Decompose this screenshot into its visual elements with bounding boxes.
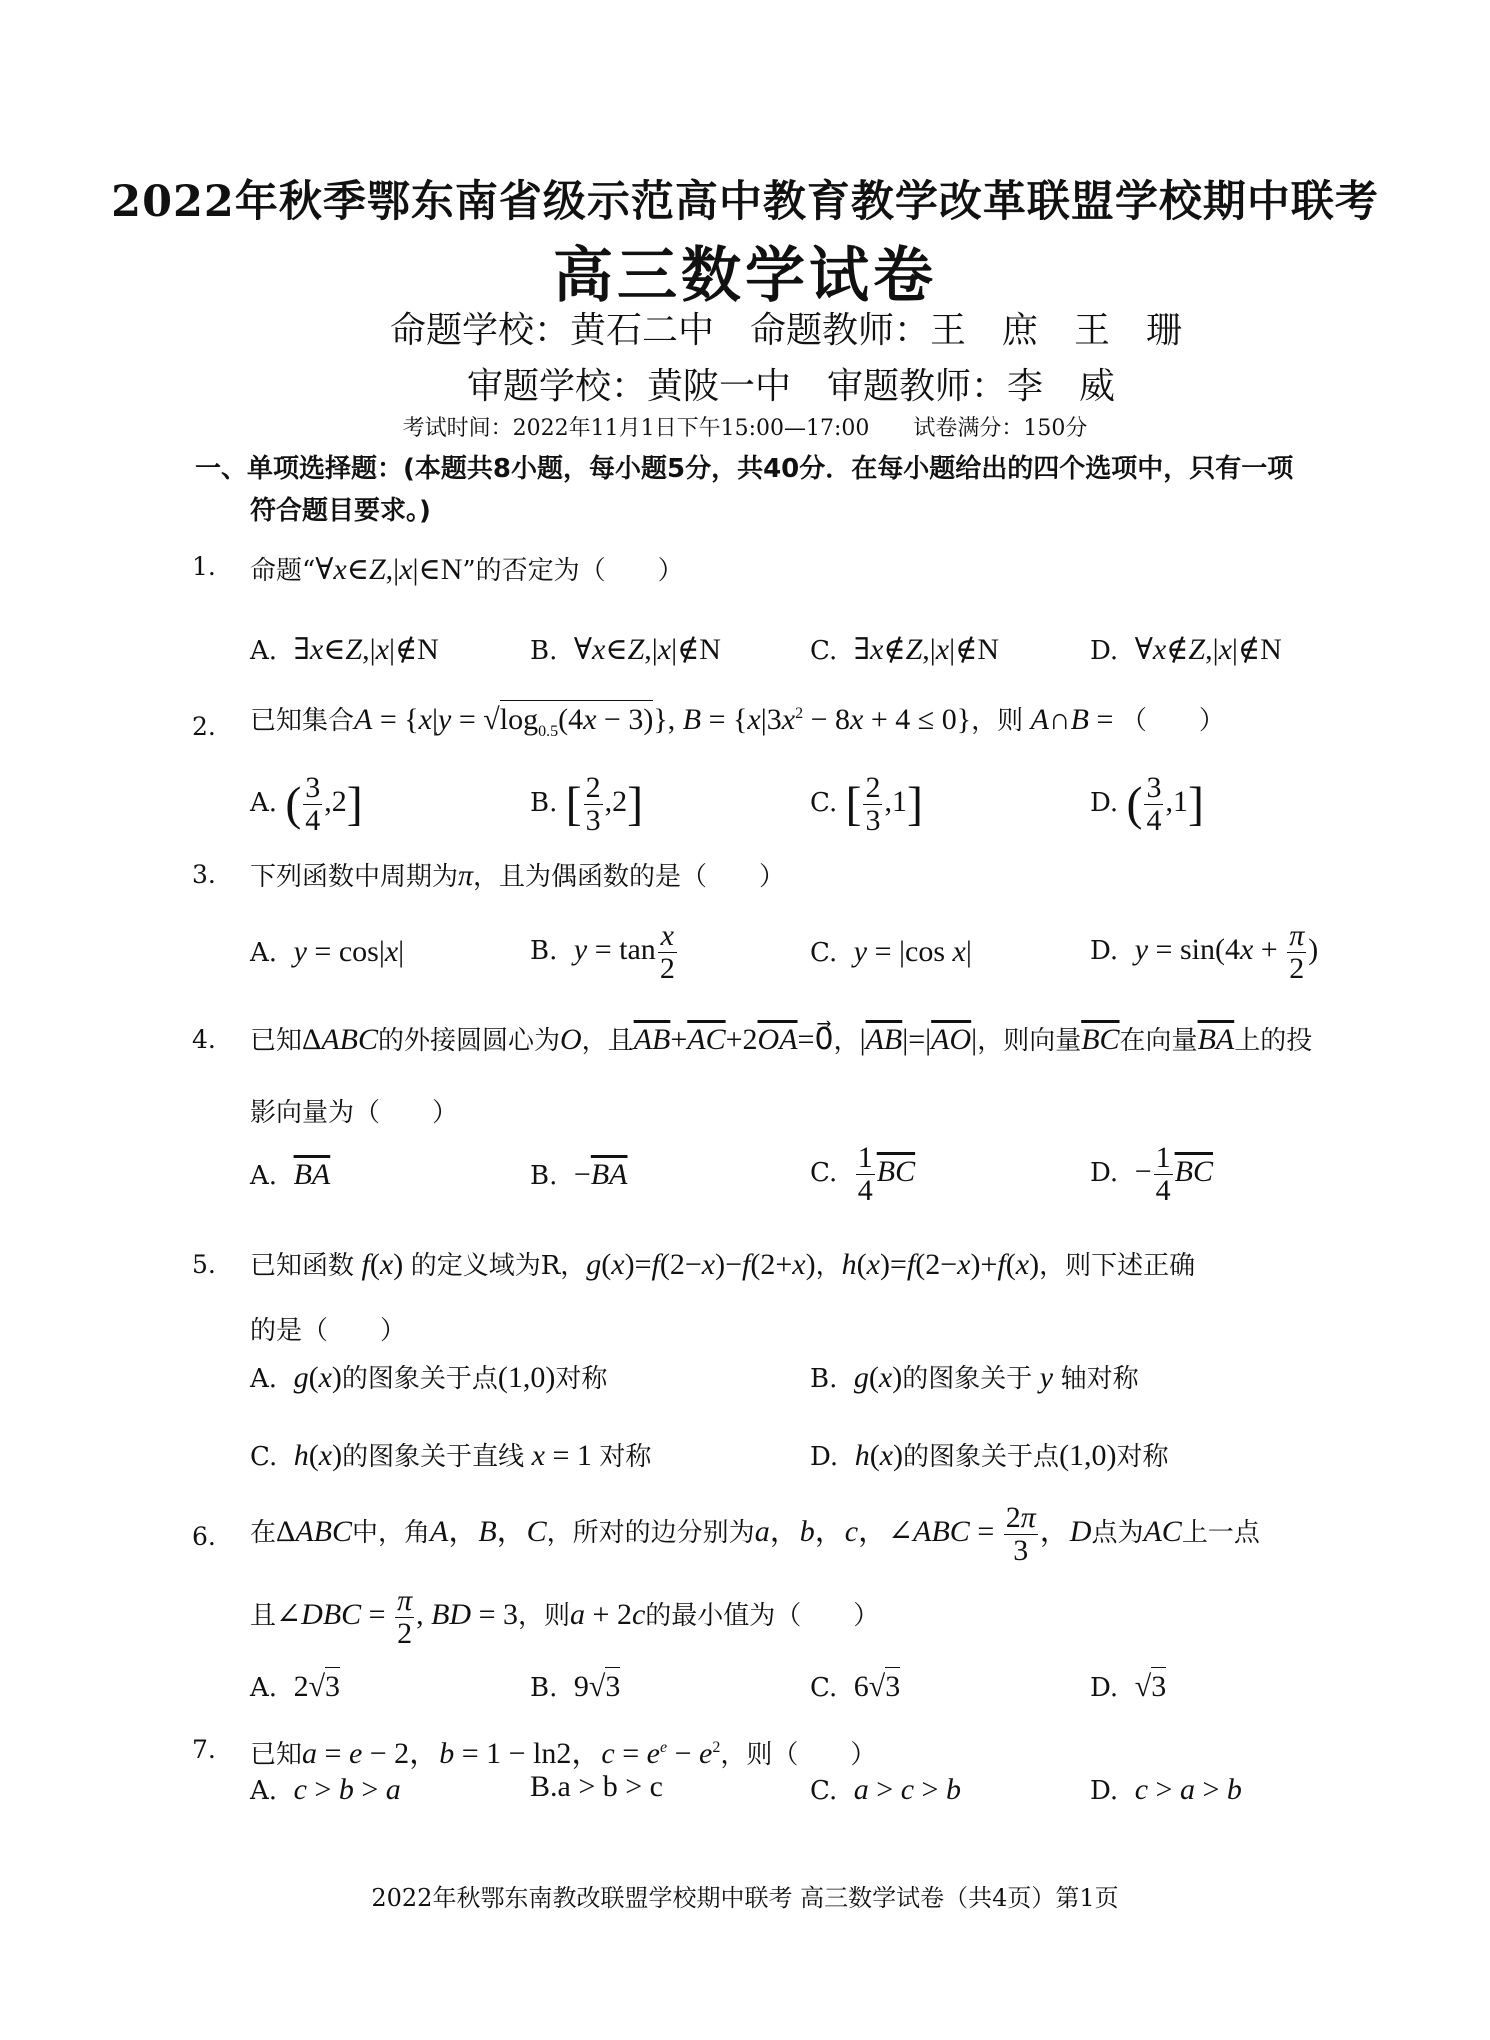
section-title-cont: 符合题目要求。) bbox=[250, 496, 431, 526]
question-number: 6. bbox=[192, 1522, 216, 1551]
option-c: C. ∃x∉Z,|x|∉N bbox=[810, 633, 1000, 666]
section-title: 一、单项选择题：(本题共8小题，每小题5分，共40分．在每小题给出的四个选项中，只有一项 bbox=[195, 454, 1294, 484]
option-b: B. [ $\frac{2}{3}$ ,2] bbox=[530, 771, 644, 837]
option-b: B. $-\overline{BA}$ bbox=[530, 1158, 628, 1191]
exam-info: 考试时间：2022年11月1日下午15:00—17:00 试卷满分：150分 bbox=[402, 416, 1088, 441]
proposer-line: 命题学校：黄石二中 命题教师：王 庶 王 珊 bbox=[390, 310, 1183, 351]
option-d: D. y = sin(4x + $\frac{\pi}{2}$ ) bbox=[1090, 919, 1319, 985]
question-number: 7. bbox=[192, 1735, 216, 1764]
option-d: D. − $\frac{1}{4}$ $\overline{BC}$ bbox=[1090, 1141, 1213, 1207]
question-stem: 在ΔABC中，角A，B，C，所对的边分别为a，b，c，∠ABC = $\frac{2\pi}{3}$ ，D点为AC上一点 bbox=[250, 1501, 1260, 1567]
question-stem-cont: 影向量为（ ） bbox=[250, 1098, 459, 1128]
reviewer-line: 审题学校：黄陂一中 审题教师：李 威 bbox=[467, 366, 1116, 407]
option-a: A. g(x)的图象关于点(1,0)对称 bbox=[250, 1361, 608, 1394]
exam-subtitle: 高三数学试卷 bbox=[553, 241, 937, 311]
question-number: 5. bbox=[192, 1250, 216, 1279]
question-number: 3. bbox=[192, 860, 216, 889]
option-b: B. y = tan $\frac{x}{2}$ bbox=[530, 919, 675, 985]
question-number: 1. bbox=[192, 552, 216, 581]
option-c: C. h(x)的图象关于直线 x = 1 对称 bbox=[250, 1439, 652, 1472]
exam-title: 2022年秋季鄂东南省级示范高中教育教学改革联盟学校期中联考 bbox=[111, 177, 1379, 227]
option-c: C. $\frac{1}{4}$ $\overline{BC}$ bbox=[810, 1141, 916, 1207]
question-number: 4. bbox=[192, 1025, 216, 1054]
question-stem: 已知函数 f(x) 的定义域为R，g(x)=f(2−x)−f(2+x)，h(x)=f(2−x)+f(x)，则下述正确 bbox=[250, 1248, 1196, 1281]
option-d: D. ( $\frac{3}{4}$ ,1] bbox=[1090, 771, 1204, 837]
question-stem: 已知ΔABC的外接圆圆心为O，且$\overline{AB}+\overline{AC}+2\overline{OA}=0⃗$，$|\overline{AB}|=|\overline{AO}|$，则向量$\overline{BC}$在向量$\overline{BA}$上的投 bbox=[250, 1023, 1313, 1056]
option-b: B. 9√3 bbox=[530, 1670, 620, 1704]
option-b: B.a > b > c bbox=[530, 1770, 663, 1803]
question-stem: 已知集合$A = \{x|y = √\log_{0.5}(4x - 3)\}$, $B = \{x|3x^2 - 8x + 4 \le 0\}$，则 A∩B = （ ） bbox=[250, 700, 1225, 741]
option-a: A. $\overline{BA}$ bbox=[250, 1158, 331, 1191]
page-footer: 2022年秋鄂东南教改联盟学校期中联考 高三数学试卷（共4页）第1页 bbox=[371, 1884, 1119, 1912]
option-c: C. a > c > b bbox=[810, 1773, 961, 1806]
question-stem-cont: 且∠DBC = $\frac{\pi}{2}$ , BD = 3，则a + 2c的最小值为（ ） bbox=[250, 1584, 880, 1650]
option-d: D. ∀x∉Z,|x|∉N bbox=[1090, 633, 1282, 666]
option-c: C. y = |cos x| bbox=[810, 935, 972, 968]
option-c: C. [ $\frac{2}{3}$ ,1] bbox=[810, 771, 923, 837]
option-a: A. 2√3 bbox=[250, 1670, 340, 1704]
question-number: 2. bbox=[192, 712, 216, 741]
option-b: B. ∀x∈Z,|x|∉N bbox=[530, 633, 721, 666]
question-stem-cont: 的是（ ） bbox=[250, 1316, 407, 1346]
question-stem: 已知a = e − 2，b = 1 − ln2，$c = e^e - e^2$，则（ ） bbox=[250, 1737, 877, 1770]
option-a: A. c > b > a bbox=[250, 1773, 401, 1806]
option-b: B. g(x)的图象关于 y 轴对称 bbox=[810, 1361, 1139, 1394]
option-d: D. c > a > b bbox=[1090, 1773, 1242, 1806]
question-stem: 命题“∀x∈Z,|x|∈N”的否定为（ ） bbox=[250, 553, 684, 586]
question-stem: 下列函数中周期为π，且为偶函数的是（ ） bbox=[250, 859, 786, 892]
option-d: D. √3 bbox=[1090, 1670, 1166, 1704]
option-c: C. 6√3 bbox=[810, 1670, 900, 1704]
option-a: A. y = cos|x| bbox=[250, 935, 405, 968]
option-d: D. h(x)的图象关于点(1,0)对称 bbox=[810, 1439, 1169, 1472]
option-a: A. ∃x∈Z,|x|∉N bbox=[250, 633, 439, 666]
option-a: A. ( $\frac{3}{4}$ ,2] bbox=[250, 771, 363, 837]
